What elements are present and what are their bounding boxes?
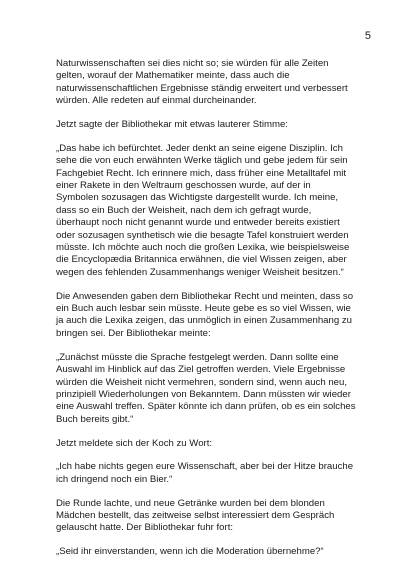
paragraph: Jetzt sagte der Bibliothekar mit etwas lauterer Stimme: bbox=[56, 119, 288, 131]
body-text bbox=[56, 58, 356, 559]
paragraph: Naturwissenschaften sei dies nicht so; sie würden für alle Zeiten gelten, worauf der Mathematiker meinte, dass auch die naturwissenschaftlichen Ergebnisse ständig erweitert und verbessert würden. Alle redeten auf einmal durcheinander. bbox=[56, 58, 348, 107]
page-number: 5 bbox=[364, 30, 371, 42]
paragraph: „Ich habe nichts gegen eure Wissenschaft, aber bei der Hitze brauche ich dringend noch ein Bier.“ bbox=[56, 461, 354, 485]
paragraph: Die Runde lachte, und neue Getränke wurden bei dem blonden Mädchen bestellt, das zeitweise selbst interessiert dem Gespräch gelauscht hatte. Der Bibliothekar fuhr fort: bbox=[56, 497, 335, 534]
paragraph: „Zunächst müsste die Sprache festgelegt werden. Dann sollte eine Auswahl im Hinblick auf das Ziel getroffen werden. Viele Ergebnisse würden die Weisheit nicht vermehren, sondern sind, wenn auch neu, prinzipiell Wiederholungen von Bekanntem. Dann müssten wir wieder eine Auswahl treffen. Später könnte ich dann prüfen, ob es ein solches Buch bereits gibt.“ bbox=[56, 351, 356, 425]
paragraph: Jetzt meldete sich der Koch zu Wort: bbox=[56, 437, 213, 449]
paragraph: „Das habe ich befürchtet. Jeder denkt an seine eigene Disziplin. Ich sehe die von euch erwähnten Werke täglich und gebe jedem für sein Fachgebiet Recht. Ich erinnere mich, dass früher eine Metalltafel mit einer Rakete in den Weltraum geschossen wurde, auf der in Symbolen sozusagen das Wichtigste dargestellt wurde. Ich meine, dass so ein Buch der Weisheit, nach dem ich gefragt wurde, überhaupt noch nicht genannt wurde und entweder bereits existiert oder sozusagen synthetisch wie die besagte Tafel konstruiert werden müsste. Ich möchte auch noch die großen Lexika, wie beispielsweise die Encyclopædia Britannica erwähnen, die viel Wissen zeigen, aber wegen des fehlenden Zusammenhangs weniger Weisheit besitzen.“ bbox=[56, 142, 350, 278]
paragraph: „Seid ihr einverstanden, wenn ich die Moderation übernehme?“ bbox=[56, 546, 324, 558]
paragraph: Die Anwesenden gaben dem Bibliothekar Recht und meinten, dass so ein Buch auch lesbar sein müsste. Heute gebe es so viel Wissen, wie ja auch die Lexika zeigen, das unmöglich in einen Zusammenhang zu bringen sei. Der Bibliothekar meinte: bbox=[56, 290, 354, 339]
